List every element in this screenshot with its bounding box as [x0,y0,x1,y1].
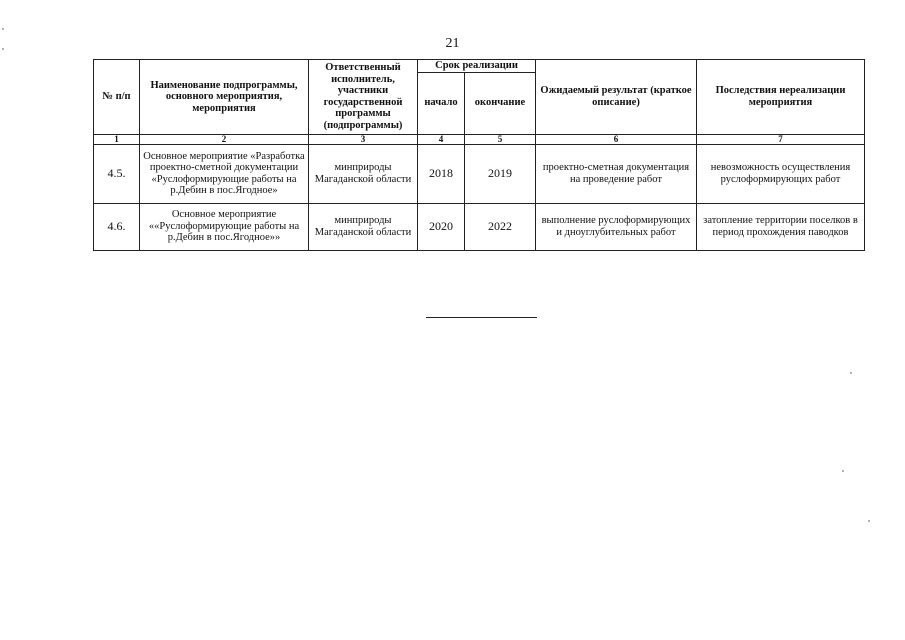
table-row [94,144,865,203]
row-end: 2019 [465,144,536,203]
column-number: 4 [418,134,465,144]
header-consequences: Последствия нереализации мероприятия [697,60,865,135]
header-start: начало [418,72,465,134]
page-number: 21 [445,36,460,51]
header-num: № п/п [94,60,140,135]
column-number: 3 [309,134,418,144]
header-expected: Ожидаемый результат (краткое описание) [536,60,697,135]
column-number: 7 [697,134,865,144]
column-number: 5 [465,134,536,144]
row-num: 4.5. [94,144,140,203]
scan-speck [2,48,4,50]
row-expected: проектно-сметная документация на проведение работ [536,144,697,203]
header-name: Наименование подпрограммы, основного мероприятия, мероприятия [140,60,309,135]
row-start: 2020 [418,203,465,250]
row-expected: выполнение руслоформирующих и дноуглубительных работ [536,203,697,250]
row-name: Основное мероприятие «Разработка проектно-сметной документации «Руслоформирующие работы на р.Дебин в пос.Ягодное» [140,144,309,203]
row-consequences: невозможность осуществления руслоформирующих работ [697,144,865,203]
header-period: Срок реализации [418,60,536,73]
header-end: окончание [465,72,536,134]
table-header-row [94,60,865,73]
row-end: 2022 [465,203,536,250]
row-name: Основное мероприятие ««Руслоформирующие работы на р.Дебин в пос.Ягодное»» [140,203,309,250]
end-rule-divider [426,317,537,318]
row-num: 4.6. [94,203,140,250]
row-consequences: затопление территории поселков в период прохождения паводков [697,203,865,250]
row-responsible: минприроды Магаданской области [309,203,418,250]
measures-table [93,59,865,251]
column-numbers-row [94,134,865,144]
column-number: 1 [94,134,140,144]
scan-speck [868,520,870,522]
scan-speck [850,372,852,374]
table-row [94,203,865,250]
column-number: 2 [140,134,309,144]
row-responsible: минприроды Магаданской области [309,144,418,203]
header-responsible: Ответственный исполнитель, участники государственной программы (подпрограммы) [309,60,418,135]
row-start: 2018 [418,144,465,203]
column-number: 6 [536,134,697,144]
scan-speck [2,28,4,30]
scan-speck [842,470,844,472]
